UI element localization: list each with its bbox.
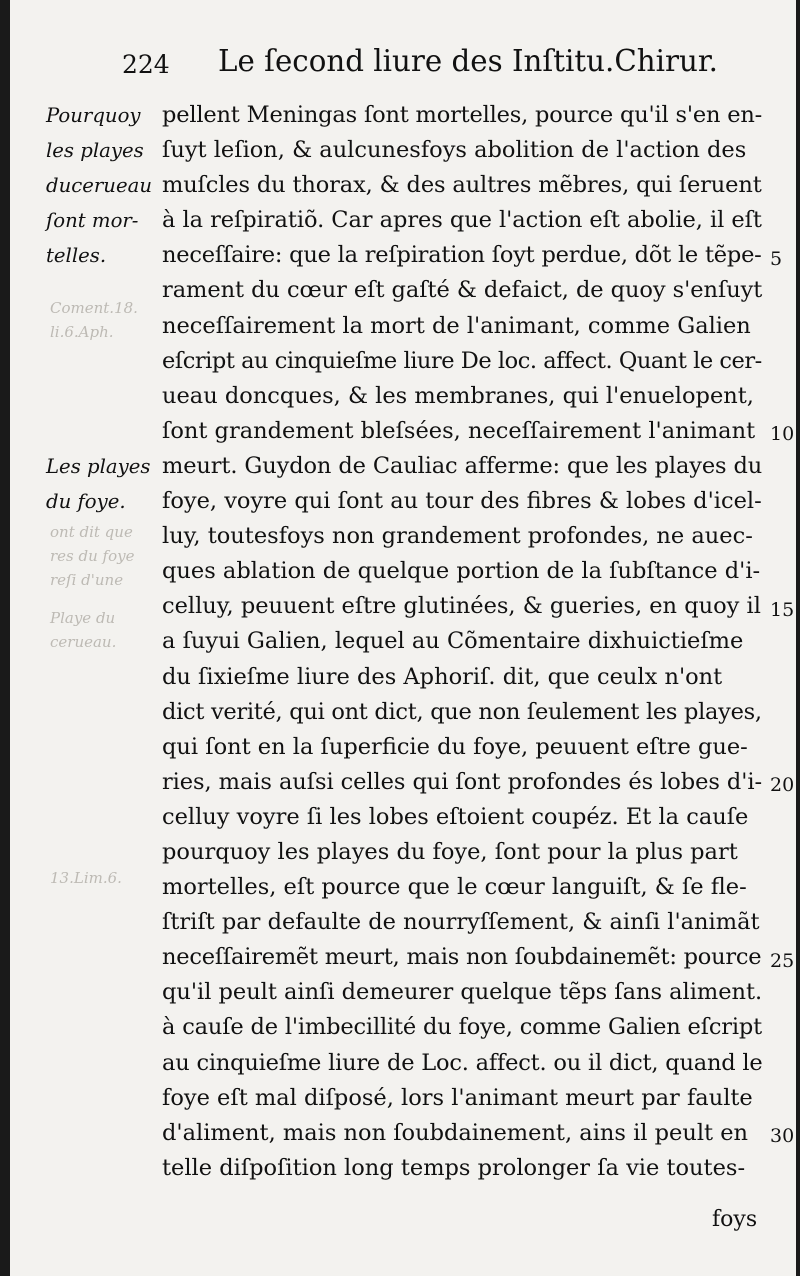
text-line: foye eſt mal diſposé, lors l'animant meurt par faulte	[162, 1084, 753, 1111]
text-line: luy, toutesfoys non grandement profondes, ne auec-	[162, 523, 753, 550]
page-number: 224	[122, 50, 170, 79]
show-through-line: cerueau.	[50, 633, 117, 651]
text-line: ſuyt leſion, & aulcunesfoys abolition de l'action des	[162, 137, 747, 164]
text-line: ueau doncques, & les membranes, qui l'enuelopent,	[162, 382, 754, 409]
margin-note-line: du foye.	[46, 489, 126, 513]
line-number: 25	[770, 950, 795, 972]
text-line: muſcles du thorax, & des aultres mẽbres, qui ſeruent	[162, 172, 762, 199]
show-through-note	[50, 296, 160, 344]
text-line: à la reſpiratiõ. Car apres que l'action eſt abolie, il eſt	[162, 207, 762, 234]
text-line: celluy voyre ſi les lobes eſtoient coupéz. Et la cauſe	[162, 803, 749, 830]
margin-note-line: Les playes	[46, 454, 151, 478]
margin-note-line: telles.	[46, 243, 107, 267]
text-line: d'aliment, mais non ſoubdainement, ains il peult en	[162, 1119, 749, 1146]
show-through-line: ont dit que	[50, 523, 133, 541]
margin-note-liver-wounds	[46, 449, 164, 519]
page-header	[10, 44, 796, 84]
text-line: pellent Meningas ſont mortelles, pource qu'il s'en en-	[162, 102, 763, 128]
show-through-line: 13.Lim.6.	[50, 869, 122, 887]
line-number: 20	[770, 774, 795, 796]
margin-note-brain-wounds	[46, 98, 164, 273]
book-page	[10, 0, 796, 1276]
show-through-line: res du foye	[50, 547, 135, 565]
text-line: neceſſaire: que la reſpiration ſoyt perdue, dõt le tẽpe-	[162, 242, 762, 269]
show-through-note	[50, 520, 160, 592]
margin-note-line: les playes	[46, 138, 144, 162]
line-number: 5	[770, 248, 783, 270]
line-number: 15	[770, 599, 795, 621]
show-through-note	[50, 866, 160, 890]
text-line: telle diſpoſition long temps prolonger ſa vie toutes-	[162, 1154, 746, 1181]
catchword: foys	[712, 1207, 758, 1232]
show-through-line: Coment.18.	[50, 299, 138, 317]
text-line: à cauſe de l'imbecillité du foye, comme Galien eſcript	[162, 1014, 763, 1041]
line-number: 30	[770, 1125, 795, 1147]
text-line: qu'il peult ainſi demeurer quelque tẽps ſans aliment.	[162, 979, 763, 1006]
text-line: pourquoy les playes du foye, ſont pour la plus part	[162, 838, 738, 865]
show-through-line: reſi d'une	[50, 571, 124, 589]
text-line: dict verité, qui ont dict, que non ſeulement les playes,	[162, 698, 762, 725]
text-line: a ſuyui Galien, lequel au Cõmentaire dixhuictieſme	[162, 628, 744, 655]
text-line: ques ablation de quelque portion de la ſubſtance d'i-	[162, 558, 761, 585]
text-line: ſtriſt par defaulte de nourryſſement, & ainſi l'animãt	[162, 909, 760, 936]
text-line: ſont grandement bleſsées, neceſſairement l'animant	[162, 417, 756, 444]
margin-note-line: ducerueau	[46, 173, 152, 197]
text-line: mortelles, eſt pource que le cœur languiſt, & ſe fle-	[162, 874, 747, 901]
text-line: celluy, peuuent eſtre glutinées, & gueries, en quoy il	[162, 593, 761, 620]
text-line: ries, mais auſsi celles qui ſont profondes és lobes d'i-	[162, 768, 762, 795]
line-number: 10	[770, 423, 795, 445]
show-through-line: li.6.Aph.	[50, 323, 114, 341]
text-line: neceſſairement la mort de l'animant, comme Galien	[162, 312, 751, 339]
margin-note-line: ſont mor-	[46, 208, 139, 232]
running-title: Le ſecond liure des Inſtitu.Chirur.	[218, 44, 719, 79]
text-line: qui ſont en la ſuperficie du foye, peuuent eſtre gue-	[162, 733, 748, 760]
text-line: rament du cœur eſt gaſté & defaict, de quoy s'enſuyt	[162, 277, 763, 304]
text-line: du ſixieſme liure des Aphoriſ. dit, que ceulx n'ont	[162, 663, 723, 690]
show-through-note	[50, 606, 160, 654]
show-through-line: Playe du	[50, 609, 116, 627]
text-line: au cinquieſme liure de Loc. affect. ou il dict, quand le	[162, 1049, 763, 1076]
text-line: neceſſairemẽt meurt, mais non ſoubdainemẽt: pource	[162, 944, 762, 971]
text-line: eſcript au cinquieſme liure De loc. affect. Quant le cer-	[162, 347, 762, 374]
text-line: foye, voyre qui ſont au tour des fibres & lobes d'icel-	[162, 488, 762, 515]
margin-note-line: Pourquoy	[46, 103, 141, 127]
body-text	[162, 98, 762, 1186]
text-line: meurt. Guydon de Cauliac afferme: que les playes du	[162, 452, 763, 479]
